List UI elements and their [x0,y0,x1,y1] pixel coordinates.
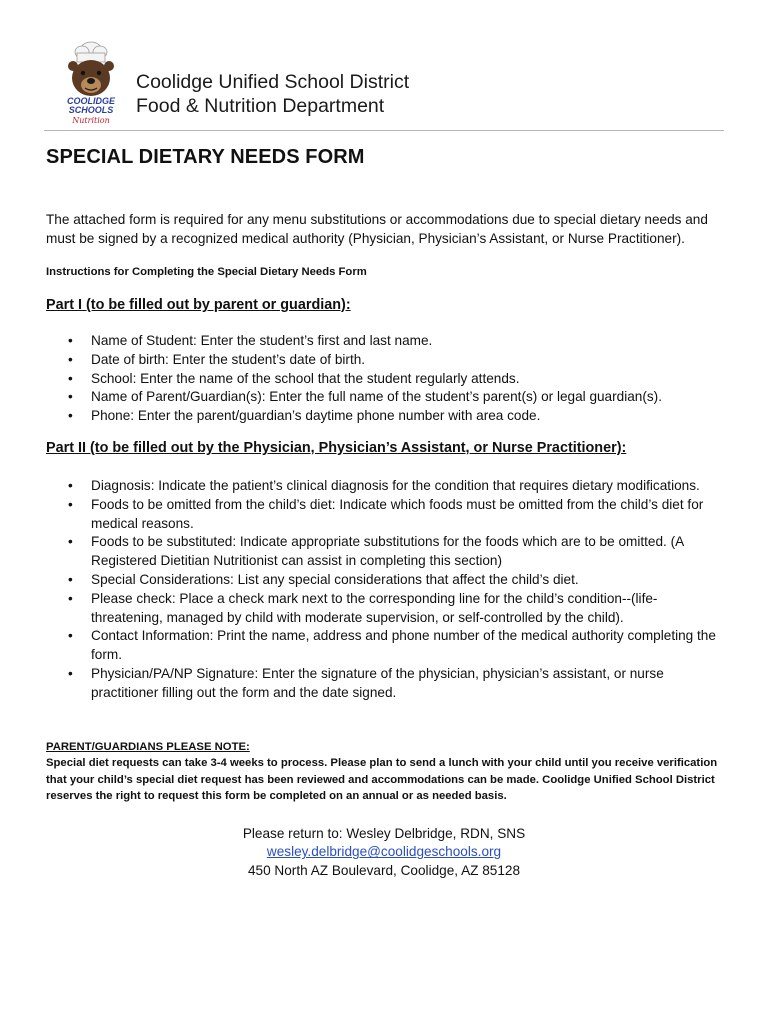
list-item: • Diagnosis: Indicate the patient’s clinical diagnosis for the condition that requires dietary modifications. [46,477,726,496]
bullet-icon: • [68,370,73,386]
bullet-icon: • [68,408,73,424]
part-1-list [46,332,726,426]
parent-note [46,739,726,805]
return-address [46,825,722,881]
intro-paragraph: The attached form is required for any menu substitutions or accommodations due to special dietary needs and must be signed by a recognized medical authority (Physician, Physician’s Assistant, or Nurse Practitioner). [46,212,708,246]
list-item: • Phone: Enter the parent/guardian’s daytime phone number with area code. [46,407,726,426]
district-name [136,70,409,118]
bullet-icon: • [68,389,73,405]
list-item: • Foods to be substituted: Indicate appropriate substitutions for the foods which are to be omitted. (A Registered Dietitian Nutritionist can assist in completing this section) [68,534,684,569]
district-line-2: Food & Nutrition Department [136,95,385,117]
return-street-address: 450 North AZ Boulevard, Coolidge, AZ 85128 [247,862,521,878]
bullet-icon: • [68,534,73,550]
list-item: • Name of Parent/Guardian(s): Enter the full name of the student’s parent(s) or legal guardian(s). [46,388,726,407]
bullet-icon: • [68,333,73,348]
logo-text-nutrition: Nutrition [72,116,110,125]
instructions-title: Instructions for Completing the Special Dietary Needs Form [46,266,367,278]
district-line-1: Coolidge Unified School District [136,71,410,93]
list-item: • Date of birth: Enter the student’s date of birth. [46,351,726,370]
list-item: • Name of Student: Enter the student’s first and last name. [46,332,726,351]
list-item: • Please check: Place a check mark next to the corresponding line for the child’s condition--(life-threatening, managed by child with moderate supervision, or self-controlled by the child). [68,590,658,625]
parent-note-body: Special diet requests can take 3-4 weeks to process. Please plan to send a lunch with your child until you receive verification that your child’s special diet request has been reviewed and accommodations can be made. Coolidge Unified School District reserves the right to request this form be completed on an annual or as needed basis. [46,757,718,803]
header-divider [44,130,724,131]
list-item: • School: Enter the name of the school that the student regularly attends. [46,370,726,389]
parent-note-title: PARENT/GUARDIANS PLEASE NOTE: [46,740,250,753]
bear-chef-logo [62,40,120,128]
return-contact: Please return to: Wesley Delbridge, RDN, SNS [242,825,526,841]
logo-text-schools: SCHOOLS [68,105,114,115]
bullet-icon: • [68,590,73,606]
form-instructions [46,146,726,880]
logo-text-coolidge: COOLIDGE [66,96,116,106]
letterhead [62,40,724,132]
part-2-heading: Part II (to be filled out by the Physician, Physician’s Assistant, or Nurse Practitioner): [46,439,627,456]
part-2-list [46,477,726,703]
bullet-icon: • [68,496,73,512]
bullet-icon: • [68,628,73,644]
part-1-heading: Part I (to be filled out by parent or guardian): [46,297,351,313]
list-item: • Special Considerations: List any special considerations that affect the child’s diet. [46,571,726,590]
list-item: • Contact Information: Print the name, address and phone number of the medical authority completing the form. [68,628,716,663]
page-title: SPECIAL DIETARY NEEDS FORM [46,146,365,168]
bullet-icon: • [68,477,73,493]
email-link[interactable]: wesley.delbridge@coolidgeschools.org [266,844,502,860]
list-item: • Foods to be omitted from the child’s diet: Indicate which foods must be omitted from the child’s diet for medical reasons. [68,496,704,531]
bullet-icon: • [68,351,73,367]
list-item: • Physician/PA/NP Signature: Enter the signature of the physician, physician’s assistant, or nurse practitioner filling out the form and the date signed. [68,665,664,700]
bullet-icon: • [68,571,73,587]
bullet-icon: • [68,665,73,681]
